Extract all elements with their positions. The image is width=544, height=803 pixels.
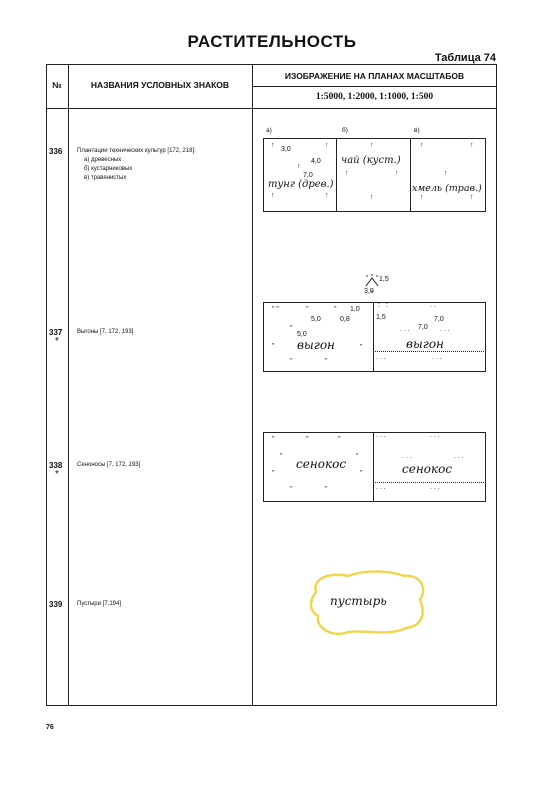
- header-bottom-line: [46, 108, 497, 109]
- symbol-plantation-box: [263, 138, 486, 212]
- grass-mark: ": [334, 306, 337, 313]
- row-sub: а) древесных: [84, 157, 122, 163]
- grass-mark: ": [325, 486, 328, 493]
- grass-mark: ": [356, 453, 359, 460]
- page-title: РАСТИТЕЛЬНОСТЬ: [187, 32, 357, 51]
- header-split-line: [252, 86, 497, 87]
- dimension-label: 5,0: [297, 331, 307, 338]
- plant-grass-icon: ↑: [470, 142, 474, 149]
- grass-mark: ": [338, 436, 341, 443]
- dot-mark: . . .: [376, 354, 386, 361]
- grass-mark: ": [360, 344, 363, 351]
- dimension-label: 5,0: [311, 316, 321, 323]
- dot-mark: . . .: [402, 453, 412, 460]
- symbol-caption: чай (куст.): [341, 155, 401, 166]
- symbol-divider: [373, 432, 374, 502]
- dimension-label: 1,5: [379, 276, 389, 283]
- row-num: 337: [49, 328, 63, 337]
- dimension-label: 3,0: [364, 288, 374, 295]
- plant-tree-icon: ↑: [271, 142, 275, 149]
- grass-mark: ": [290, 358, 293, 365]
- header-num: №: [52, 80, 62, 90]
- dot-mark: . . .: [432, 354, 442, 361]
- symbol-divider: [373, 482, 486, 483]
- plant-grass-icon: ↑: [420, 194, 424, 201]
- plant-tree-icon: ↑: [325, 192, 329, 199]
- row-sub: в) травянистых: [84, 175, 127, 181]
- symbol-divider: [373, 302, 374, 372]
- plant-tree-icon: ↑: [325, 142, 329, 149]
- row-sub: б) кустарниковых: [84, 166, 133, 172]
- row-star: *: [55, 469, 59, 480]
- grass-mark: ": [272, 470, 275, 477]
- dot-mark: . . .: [376, 432, 386, 439]
- plant-tree-icon: ↑: [271, 192, 275, 199]
- dot-mark: . . .: [400, 326, 410, 333]
- dimension-label: 0,8: [340, 316, 350, 323]
- header-scales: 1:5000, 1:2000, 1:1000, 1:500: [315, 92, 434, 102]
- symbol-caption: тунг (древ.): [268, 179, 334, 190]
- row-num: 339: [49, 600, 63, 609]
- plant-grass-icon: ↑: [444, 170, 448, 177]
- grass-mark: ": [306, 436, 309, 443]
- grass-mark: ": [290, 486, 293, 493]
- header-images: ИЗОБРАЖЕНИЕ НА ПЛАНАХ МАСШТАБОВ: [284, 71, 465, 81]
- plant-tree-icon: ↑: [297, 163, 301, 170]
- row-name: Выгоны [7, 172, 193]: [77, 329, 134, 335]
- grass-mark: ": [272, 343, 275, 350]
- grass-mark: " ": [272, 306, 279, 313]
- dimension-label: 1,0: [350, 306, 360, 313]
- variant-label-a: а): [266, 127, 272, 134]
- table-label: Таблица 74: [434, 52, 496, 64]
- grass-mark: ": [290, 325, 293, 332]
- dot-mark: . . .: [430, 484, 440, 491]
- symbol-divider: [410, 138, 411, 212]
- variant-label-b: б): [342, 127, 348, 134]
- dimension-label: 7,0: [434, 316, 444, 323]
- plant-bush-icon: ↑: [370, 194, 374, 201]
- dot-mark: . . .: [440, 326, 450, 333]
- dimension-label: 4,0: [311, 158, 321, 165]
- dimension-label: 1,5: [376, 314, 386, 321]
- dimension-label: 3,0: [281, 146, 291, 153]
- row-star: *: [55, 336, 59, 347]
- symbol-caption: сенокос: [296, 457, 347, 471]
- grass-mark: ": [272, 436, 275, 443]
- dimension-label: 7,0: [303, 172, 313, 179]
- symbol-divider: [373, 351, 486, 352]
- row-num: 338: [49, 461, 63, 470]
- dot-mark: . . .: [430, 432, 440, 439]
- grass-mark: ": [280, 453, 283, 460]
- header-names: НАЗВАНИЯ УСЛОВНЫХ ЗНАКОВ: [90, 80, 230, 90]
- row-name: Пустыри [7,194]: [77, 601, 122, 607]
- row-num: 336: [49, 147, 63, 156]
- plant-bush-icon: ↑: [370, 142, 374, 149]
- dimension-label: 7,0: [418, 324, 428, 331]
- col-divider-1: [68, 64, 69, 706]
- plant-grass-icon: ↑: [420, 142, 424, 149]
- plant-grass-icon: ↑: [470, 194, 474, 201]
- symbol-caption: выгон: [297, 338, 335, 352]
- col-divider-2: [252, 64, 253, 706]
- grass-mark: ": [306, 306, 309, 313]
- symbol-caption: хмель (трав.): [412, 183, 482, 194]
- symbol-divider: [336, 138, 337, 212]
- row-name: Сеноносы [7, 172, 193]: [77, 462, 141, 468]
- grass-mark: ": [360, 470, 363, 477]
- symbol-caption: сенокос: [402, 462, 453, 476]
- plant-bush-icon: ↑: [345, 170, 349, 177]
- dot-mark: . . .: [454, 453, 464, 460]
- dot-mark: : :: [378, 302, 390, 309]
- symbol-caption: пустырь: [330, 594, 387, 608]
- variant-label-c: в): [414, 127, 420, 134]
- row-name: Плантации технических культур [172, 218]:: [77, 148, 196, 154]
- grass-mark: ": [325, 358, 328, 365]
- symbol-caption: выгон: [406, 337, 444, 351]
- plant-bush-icon: ↑: [395, 170, 399, 177]
- dot-mark: . .: [430, 302, 436, 309]
- page-number: 76: [46, 724, 54, 731]
- dot-mark: . . .: [376, 484, 386, 491]
